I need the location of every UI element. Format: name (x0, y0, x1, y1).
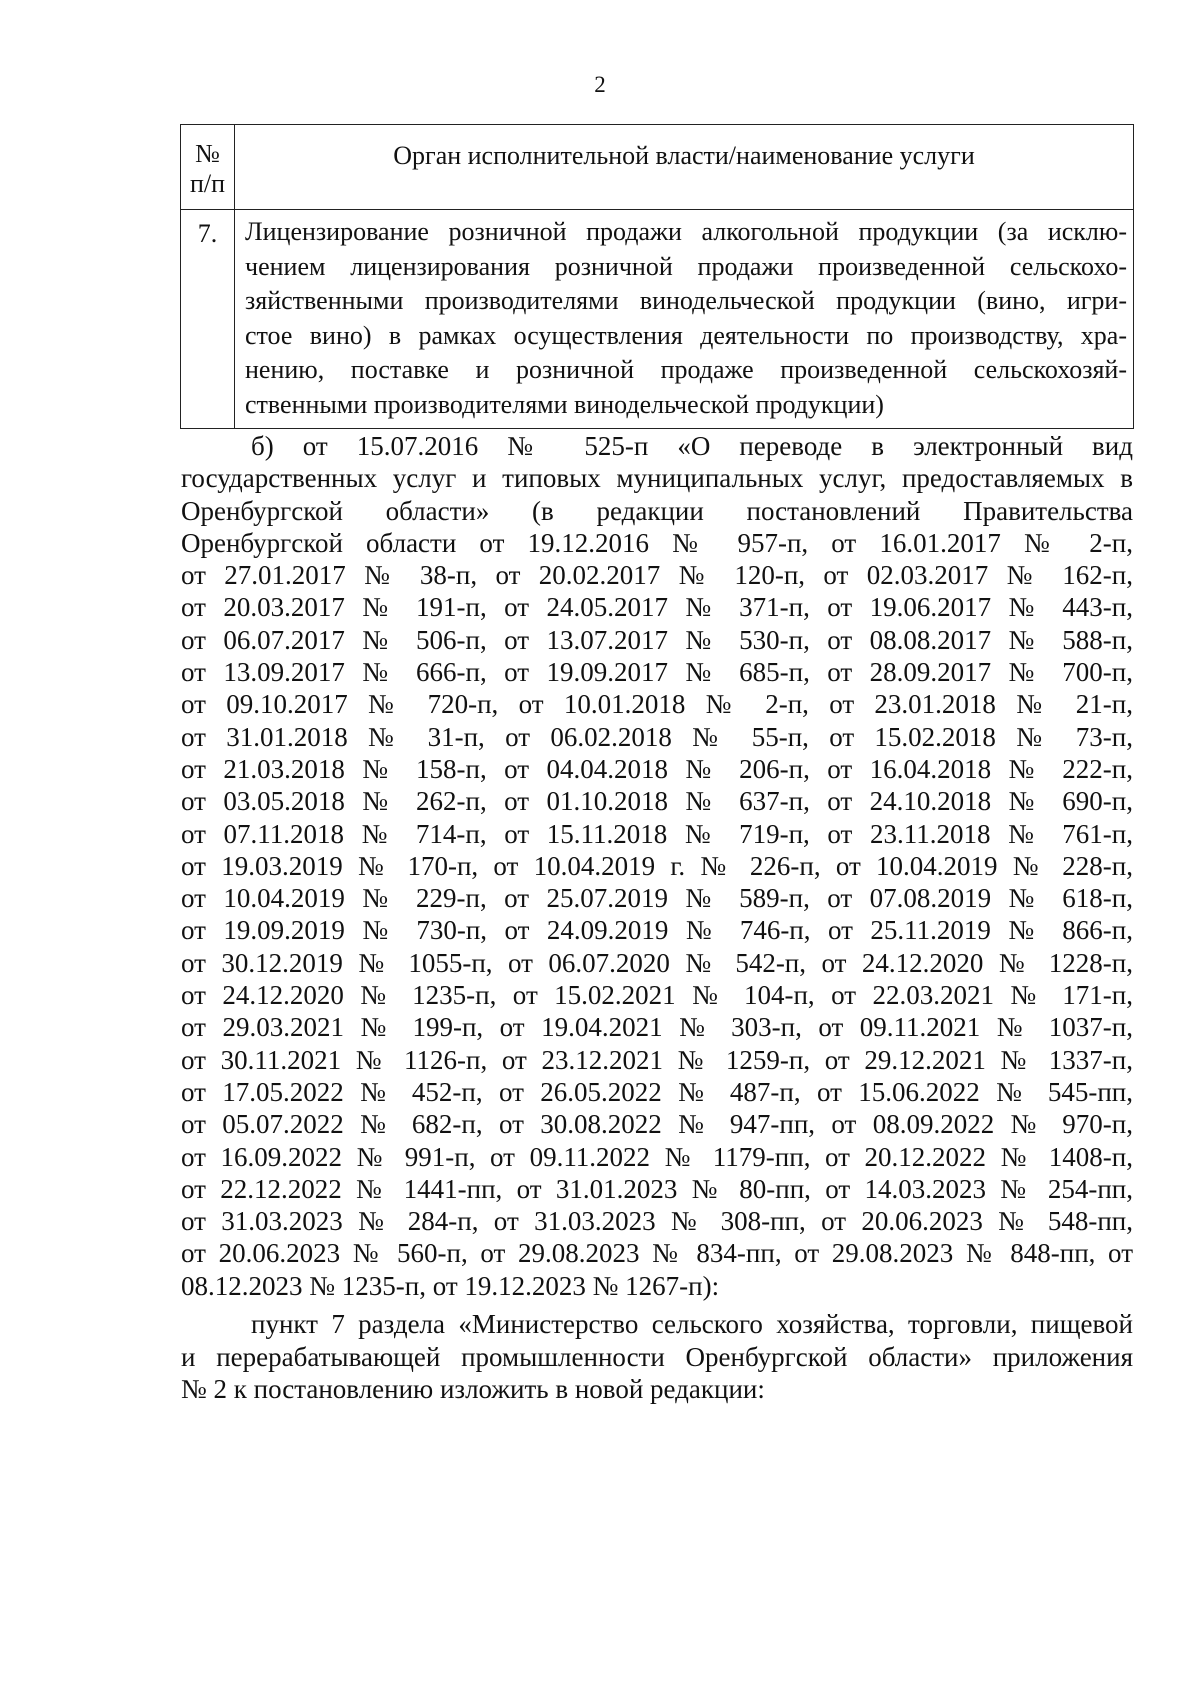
body-line: от 10.04.2019 № 229-п, от 25.07.2019 № 589-п, от 07.08.2019 № 618-п, (181, 883, 1133, 914)
header-number-sublabel: п/п (189, 169, 226, 198)
body-line: от 20.03.2017 № 191-п, от 24.05.2017 № 371-п, от 19.06.2017 № 443-п, (181, 592, 1133, 623)
page-number: 2 (594, 72, 606, 97)
body-line: от 09.10.2017 № 720-п, от 10.01.2018 № 2-п, от 23.01.2018 № 21-п, (181, 689, 1133, 720)
instruction-line: № 2 к постановлению изложить в новой редакции: (181, 1374, 765, 1404)
body-line: от 16.09.2022 № 991-п, от 09.11.2022 № 1179-пп, от 20.12.2022 № 1408-п, (181, 1141, 1133, 1172)
body-line: от 22.12.2022 № 1441-пп, от 31.01.2023 № 80-пп, от 14.03.2023 № 254-пп, (181, 1173, 1133, 1204)
body-line: б) от 15.07.2016 № 525-п «О переводе в электронный вид (251, 431, 1133, 461)
body-line: от 20.06.2023 № 560-п, от 29.08.2023 № 834-пп, от 29.08.2023 № 848-пп, от (181, 1238, 1133, 1269)
row-text-line: чением лицензирования розничной продажи произведенной сельскохо- (245, 251, 1127, 281)
row-text-line: Лицензирование розничной продажи алкогольной продукции (за исклю- (245, 217, 1127, 246)
table-header-row (181, 125, 1134, 210)
body-line: от 03.05.2018 № 262-п, от 01.10.2018 № 637-п, от 24.10.2018 № 690-п, (181, 786, 1133, 817)
body-line: от 05.07.2022 № 682-п, от 30.08.2022 № 947-пп, от 08.09.2022 № 970-п, (181, 1109, 1133, 1140)
body-line: от 27.01.2017 № 38-п, от 20.02.2017 № 120-п, от 02.03.2017 № 162-п, (181, 560, 1133, 591)
body-line: от 30.11.2021 № 1126-п, от 23.12.2021 № 1259-п, от 29.12.2021 № 1337-п, (181, 1044, 1133, 1075)
header-number-label: № (195, 139, 220, 168)
body-line: государственных услуг и типовых муниципальных услуг, предоставляемых в (181, 463, 1133, 494)
body-line: от 30.12.2019 № 1055-п, от 06.07.2020 № 542-п, от 24.12.2020 № 1228-п, (181, 947, 1133, 978)
body-line: Оренбургской области от 19.12.2016 № 957-п, от 16.01.2017 № 2-п, (181, 527, 1133, 558)
body-line: от 17.05.2022 № 452-п, от 26.05.2022 № 487-п, от 15.06.2022 № 545-пп, (181, 1076, 1133, 1107)
body-line: от 24.12.2020 № 1235-п, от 15.02.2021 № 104-п, от 22.03.2021 № 171-п, (181, 980, 1133, 1011)
header-number-cell (181, 125, 235, 210)
instruction-line: пункт 7 раздела «Министерство сельского хозяйства, торговли, пищевой (251, 1309, 1133, 1339)
row-text-line: нению, поставке и розничной продаже произведенной сельскохозяй- (245, 355, 1127, 384)
body-line: Оренбургской области» (в редакции постановлений Правительства (181, 495, 1133, 526)
services-table (180, 124, 1134, 429)
amendment-paragraph (181, 430, 1133, 1302)
header-title-cell: Орган исполнительной власти/наименование услуги (235, 125, 1134, 210)
body-line: от 06.07.2017 № 506-п, от 13.07.2017 № 530-п, от 08.08.2017 № 588-п, (181, 624, 1133, 655)
body-line: от 07.11.2018 № 714-п, от 15.11.2018 № 719-п, от 23.11.2018 № 761-п, (181, 818, 1133, 849)
body-line: от 21.03.2018 № 158-п, от 04.04.2018 № 206-п, от 16.04.2018 № 222-п, (181, 753, 1133, 784)
body-line: от 31.01.2018 № 31-п, от 06.02.2018 № 55-п, от 15.02.2018 № 73-п, (181, 721, 1133, 752)
body-line: от 31.03.2023 № 284-п, от 31.03.2023 № 308-пп, от 20.06.2023 № 548-пп, (181, 1206, 1133, 1237)
row-text-line: ственными производителями винодельческой продукции) (245, 389, 884, 419)
body-line: от 19.03.2019 № 170-п, от 10.04.2019 г. № 226-п, от 10.04.2019 № 228-п, (181, 850, 1133, 881)
row-service-name (235, 210, 1134, 429)
row-text-line: стое вино) в рамках осуществления деятельности по производству, хра- (245, 320, 1127, 350)
body-line: от 19.09.2019 № 730-п, от 24.09.2019 № 746-п, от 25.11.2019 № 866-п, (181, 915, 1133, 946)
table-row (181, 210, 1134, 429)
body-line: от 13.09.2017 № 666-п, от 19.09.2017 № 685-п, от 28.09.2017 № 700-п, (181, 657, 1133, 688)
row-text-line: зяйственными производителями винодельческой продукции (вино, игри- (245, 286, 1127, 315)
instruction-paragraph (181, 1308, 1133, 1406)
body-line: 08.12.2023 № 1235-п, от 19.12.2023 № 1267-п): (181, 1270, 720, 1301)
row-number: 7. (181, 210, 235, 429)
instruction-line: и перерабатывающей промышленности Оренбургской области» приложения (181, 1341, 1133, 1372)
body-line: от 29.03.2021 № 199-п, от 19.04.2021 № 303-п, от 09.11.2021 № 1037-п, (181, 1012, 1133, 1043)
